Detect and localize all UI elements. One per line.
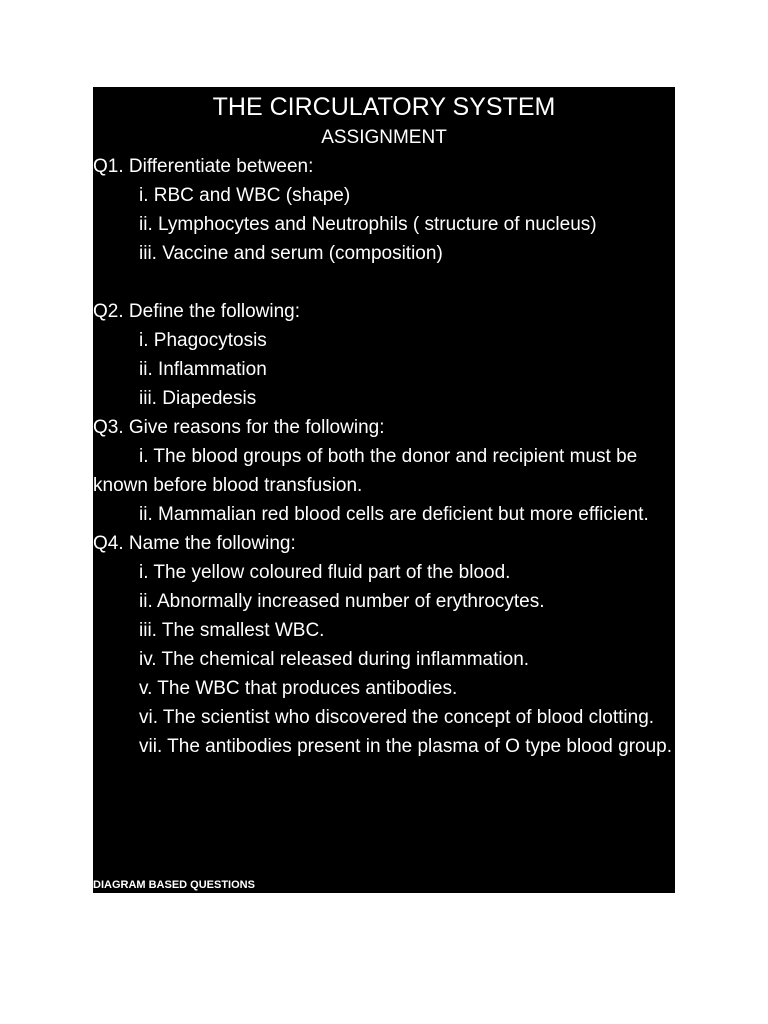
document-title: THE CIRCULATORY SYSTEM [212, 93, 556, 121]
q4-item-1: i. The yellow coloured fluid part of the blood. [139, 562, 511, 583]
q2-heading: Q2. Define the following: [93, 301, 301, 322]
q4-item-5: v. The WBC that produces antibodies. [139, 678, 458, 699]
q3-item-2: ii. Mammalian red blood cells are deficient but more efficient. [139, 504, 649, 525]
q3-item-1: i. The blood groups of both the donor and recipient must be known before blood transfusion. [93, 446, 638, 496]
diagram-questions-heading: DIAGRAM BASED QUESTIONS [93, 879, 255, 891]
q1-item-3: iii. Vaccine and serum (composition) [139, 243, 443, 264]
q4-heading: Q4. Name the following: [93, 533, 296, 554]
q2-item-3: iii. Diapedesis [139, 388, 257, 409]
blank-line [93, 268, 675, 297]
document-subtitle: ASSIGNMENT [321, 127, 447, 148]
q1-item-2: ii. Lymphocytes and Neutrophils ( structure of nucleus) [139, 214, 597, 235]
q2-item-1: i. Phagocytosis [139, 330, 267, 351]
q4-item-4: iv. The chemical released during inflammation. [139, 649, 530, 670]
assignment-document [93, 87, 675, 893]
q1-item-1: i. RBC and WBC (shape) [139, 185, 351, 206]
q2-item-2: ii. Inflammation [139, 359, 267, 380]
q4-item-3: iii. The smallest WBC. [139, 620, 325, 641]
q4-item-6: vi. The scientist who discovered the concept of blood clotting. [139, 707, 655, 728]
q4-item-2: ii. Abnormally increased number of erythrocytes. [139, 591, 545, 612]
q4-item-7: vii. The antibodies present in the plasma of O type blood group. [139, 736, 673, 757]
q1-heading: Q1. Differentiate between: [93, 156, 314, 177]
q3-heading: Q3. Give reasons for the following: [93, 417, 385, 438]
